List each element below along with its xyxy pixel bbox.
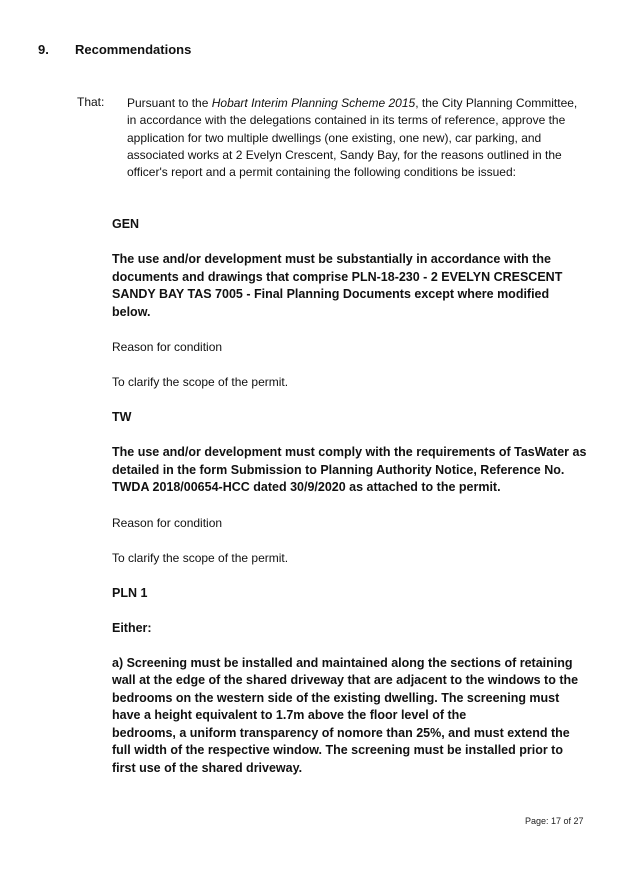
either-label: Either: [112, 620, 152, 635]
scheme-name: Hobart Interim Planning Scheme 2015 [211, 96, 416, 110]
reason-text-gen: To clarify the scope of the permit. [112, 375, 289, 389]
reason-label-gen: Reason for condition [112, 340, 223, 354]
condition-code-gen: GEN [112, 217, 140, 231]
that-label: That: [77, 95, 105, 109]
intro-pre: Pursuant to the [127, 96, 212, 110]
intro-paragraph [127, 95, 587, 181]
section-heading [38, 42, 191, 57]
condition-text-pln1-a: a) Screening must be installed and maintained along the sections of retaining wall at the edge of the shared driveway that are adjacent to the windows to the bedrooms on the western side of the existing dwelling. The screening must have a height equivalent to 1.7m above the floor level of the [112, 655, 579, 722]
intro-post: , the City Planning Committee, in accordance with the delegations contained in its terms of reference, approve the application for two multiple dwellings (one existing, one new), car parking, and associated works at 2 Evelyn Crescent, Sandy Bay, for the reasons outlined in the officer's report and a permit containing the following conditions be issued: [127, 96, 578, 180]
section-title: Recommendations [75, 42, 192, 57]
reason-text-tw: To clarify the scope of the permit. [112, 550, 289, 565]
section-number: 9. [38, 42, 49, 57]
condition-text-pln1-a-cont: bedrooms, a uniform transparency of nomore than 25%, and must extend the full width of the respective window. The screening must be installed prior to first use of the shared driveway. [112, 725, 570, 775]
reason-label-tw: Reason for condition [112, 515, 223, 530]
condition-text-gen: The use and/or development must be substantially in accordance with the documents and drawings that comprise PLN-18-230 - 2 EVELYN CRESCENT SANDY BAY TAS 7005 - Final Planning Documents except where modified below. [112, 252, 563, 319]
conditions-list [112, 216, 590, 777]
condition-text-tw: The use and/or development must comply with the requirements of TasWater as detailed in the form Submission to Planning Authority Notice, Reference No. TWDA 2018/00654-HCC dated 30/9/2020 as attached to the permit. [112, 445, 587, 494]
condition-code-pln1: PLN 1 [112, 585, 148, 600]
page-number: Page: 17 of 27 [525, 816, 584, 826]
condition-code-tw: TW [112, 410, 132, 424]
